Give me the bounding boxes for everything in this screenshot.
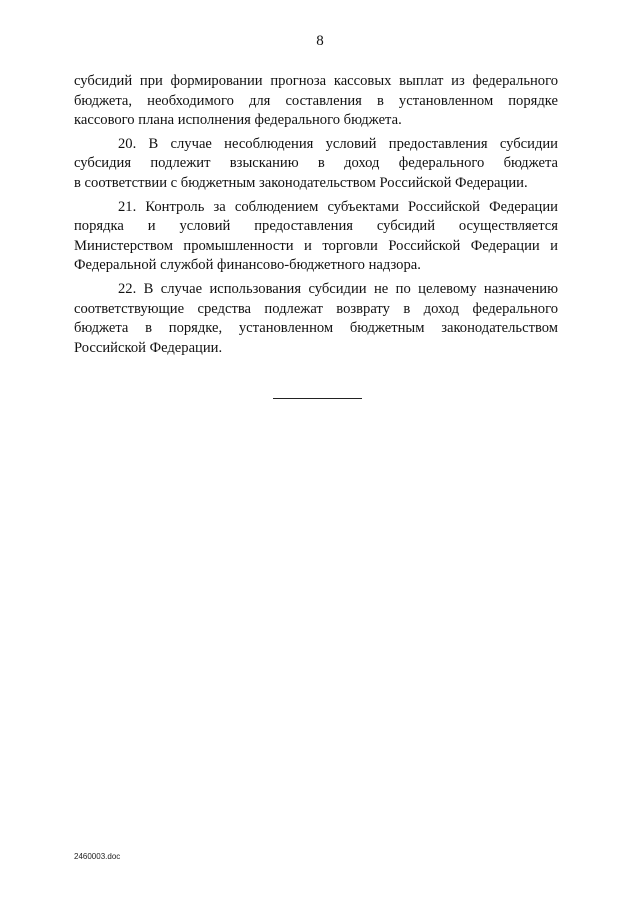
text-line: Федеральной службой финансово-бюджетного надзора.	[74, 257, 421, 274]
file-name-footer: 2460003.doc	[74, 852, 121, 861]
text-line: 22. В случае использования субсидии не по целевому назначению	[118, 280, 558, 297]
paragraph-22	[74, 280, 558, 358]
text-line: 21. Контроль за соблюдением субъектами Российской Федерации	[118, 198, 558, 215]
paragraph-continuation	[74, 72, 558, 131]
text-line: бюджета в порядке, установленном бюджетным законодательством	[74, 320, 558, 337]
text-line: соответствующие средства подлежат возврату в доход федерального	[74, 300, 558, 317]
page-number: 8	[316, 33, 324, 49]
text-line: Министерством промышленности и торговли Российской Федерации и	[74, 237, 558, 254]
text-line: порядка и условий предоставления субсидий осуществляется	[74, 218, 558, 235]
text-line: бюджета, необходимого для составления в установленном порядке	[74, 92, 558, 109]
text-line: субсидий при формировании прогноза кассовых выплат из федерального	[74, 73, 558, 89]
text-line: в соответствии с бюджетным законодательством Российской Федерации.	[74, 174, 528, 191]
paragraph-20	[74, 135, 558, 194]
text-line: Российской Федерации.	[74, 339, 223, 356]
paragraph-21	[74, 198, 558, 276]
document-body	[74, 72, 558, 362]
text-line: 20. В случае несоблюдения условий предоставления субсидии	[118, 135, 558, 152]
end-separator-line	[273, 398, 362, 399]
text-line: кассового плана исполнения федерального бюджета.	[74, 112, 402, 129]
text-line: субсидия подлежит взысканию в доход федерального бюджета	[74, 155, 558, 172]
